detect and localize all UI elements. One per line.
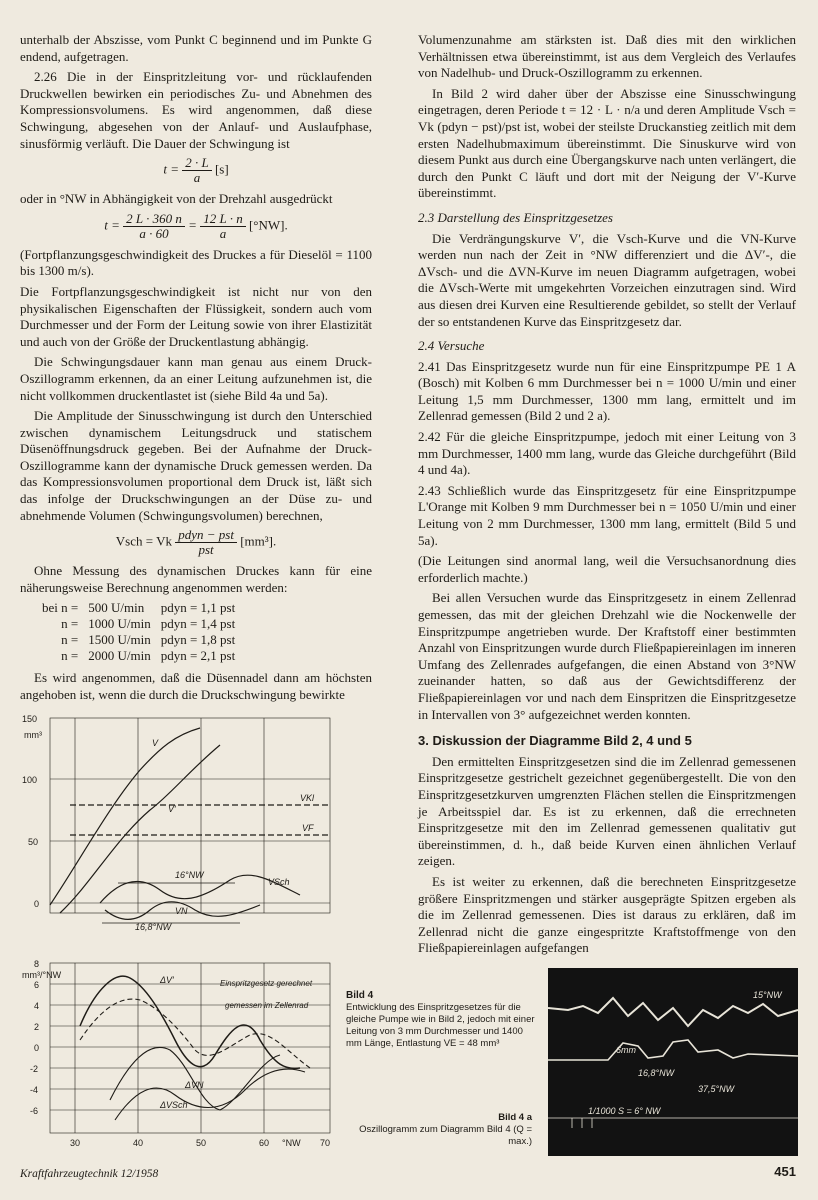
paragraph: 2.41 Das Einspritzgesetz wurde nun für eine Einspritzpumpe PE 1 A (Bosch) mit Kolben 6 mm Durchmesser bei n = 1000 U/min und einer Leitung 1,5 mm Durchmesser, 1300 mm lang, ermittelt und im Zellenrad gemessen (Bild 2 und 2 a). <box>418 358 796 424</box>
curve-label: VN <box>175 906 188 916</box>
osc-label: 1/1000 S = 6° NW <box>588 1106 661 1116</box>
tick-label: 8 <box>34 959 40 969</box>
osc-label: 6mm <box>616 1045 636 1055</box>
formula-vsch: Vsch = Vk $\frac{\text{pdyn − pst}}{\text{pst}}$ [mm³]. <box>115 527 277 558</box>
oscillogram-bild4a <box>548 968 798 1156</box>
osc-label: 37,5°NW <box>698 1084 735 1094</box>
paragraph: Bei allen Versuchen wurde das Einspritzgesetz in einem Zellenrad gemessen, das mit der gleichen Drehzahl wie die Nockenwelle der Einspritzpumpe angetrieben wurde. Der Kraftstoff einer bestimmten Anzahl von Einspritzungen wurde durch Fließpapiereinlagen im inneren Umfang des Zellenrades aufgefangen, die einen Abstand von 3°NW zueinander hatten, so daß aus der Gewichtsdifferenz der Fließpapiereinlagen vor und nach dem Einspritzen die Einspritzgesetze in Intervallen von 3° aufgezeichnet werden konnten. <box>418 590 796 722</box>
paragraph: 2.43 Schließlich wurde das Einspritzgesetz für eine Einspritzpumpe L'Orange mit Kolben 9 mm Durchmesser bei n = 1050 U/min und einer Leitung von 2 mm Durchmesser, 1300 mm lang, ermittelt (Bild 5 und 5a). <box>418 482 796 548</box>
caption-bild4: Bild 4 Entwicklung des Einspritzgesetzes für die gleiche Pumpe wie in Bild 2, jedoch mit einer Leitung von 3 mm Durchmesser und 1400 mm Länge, Entlastung VE = 48 mm³ <box>346 990 535 1049</box>
section-heading: 3. Diskussion der Diagramme Bild 2, 4 und 5 <box>418 733 692 749</box>
tick-label: 40 <box>133 1138 144 1148</box>
paragraph: Volumenzunahme am stärksten ist. Daß dies mit den wirklichen Verhältnissen etwa übereinstimmt, ist aus dem Vergleich des Verlaufes von Nadelhub- und Druck-Oszillogramm zu erkennen. <box>418 32 796 81</box>
paragraph: unterhalb der Abszisse, vom Punkt C beginnend und im Punkte G endend, aufgetragen. <box>20 32 372 64</box>
curve-label: ΔVN <box>185 1080 204 1090</box>
dimension-label: 16,8°NW <box>135 922 172 932</box>
tick-label: 0 <box>34 899 40 909</box>
curve-label: ΔVSch <box>160 1100 188 1110</box>
tick-label: 60 <box>259 1138 270 1148</box>
tick-label: 0 <box>34 1043 40 1053</box>
paragraph: (Die Leitungen sind anormal lang, weil die Versuchsanordnung dies erforderlich machte.) <box>418 553 796 585</box>
footer-journal: Kraftfahrzeugtechnik 12/1958 <box>20 1168 159 1180</box>
figure-bild4 <box>20 710 342 1158</box>
page-number: 451 <box>774 1164 796 1179</box>
left-column <box>20 32 372 708</box>
table-row: bei n = 500 U/min pdyn = 1,1 pst <box>42 600 236 616</box>
paragraph: Es wird angenommen, daß die Düsennadel dann am höchsten angehoben ist, wenn die durch die Druckschwingung bewirkte <box>20 670 372 703</box>
osc-label: 15°NW <box>753 990 782 1000</box>
dimension-label: 16°NW <box>175 870 204 880</box>
tick-label: -6 <box>30 1106 39 1116</box>
paragraph: 2.26 Die in der Einspritzleitung vor- und rücklaufenden Druckwellen bewirken ein periodisches Zu- und Abnehmen des Kompressionsvolumens. Es wird angenommen, daß diese Schwingung, abgesehen von der Anlauf- und Auslaufphase, sinusförmig verläuft. Die Dauer der Schwingung ist <box>20 69 372 151</box>
paragraph: oder in °NW in Abhängigkeit von der Drehzahl ausgedrückt <box>20 191 333 207</box>
tick-label: 6 <box>34 980 40 990</box>
tick-label: °NW <box>282 1138 301 1148</box>
table-row: n = 1500 U/min pdyn = 1,8 pst <box>61 632 236 648</box>
tick-label: -2 <box>30 1064 39 1074</box>
tick-label: 4 <box>34 1001 40 1011</box>
curve-dvsch <box>115 1069 305 1120</box>
paragraph: Die Fortpflanzungsgeschwindigkeit ist nicht nur von den physikalischen Eigenschaften der Flüssigkeit, sondern auch vom Durchmesser und der Form der Leitung sowie von ihrer Elastizität und auch von der Größe der Druckentlastung abhängig. <box>20 283 372 349</box>
curve-label: V′ <box>168 804 176 814</box>
paragraph: Den ermittelten Einspritzgesetzen sind die im Zellenrad gemessenen Einspritzgesetze gestrichelt gezeichnet gegenübergestellt. Die von den Einspritzgesetzkurven umgrenzten Flächen stellen die Einspritzmengen je Arbeitsspiel dar. Es ist zu erkennen, daß die errechneten Einspritzgesetze mit den im Zellenrad gemessenen qualitativ gut übereinstimmen, d. h., daß beide Kurven einen ähnlichen Verlauf zeigen. <box>418 753 796 869</box>
paragraph: Es ist weiter zu erkennen, daß die berechneten Einspritzgesetze größere Einspritzmengen und stärker ausgeprägte Spitzen ergeben als die im Zellenrad gemessenen. Dies ist daraus zu erklären, daß im Zellenrad nicht die ganze eingespritzte Kraftstoffmenge von den Fließpapiereinlagen aufgefangen <box>418 873 796 956</box>
paragraph: In Bild 2 wird daher über der Abszisse eine Sinusschwingung eingetragen, deren Periode t = 12 · L · n/a und deren Amplitude Vsch = Vk (pdyn − pst)/pst ist, wobei der steilste Druckanstieg zeitlich mit dem ersten Nadelhubmaximum übereinstimmt. Die Sinuskurve wird von diesem Punkt aus durch eine Übergangskurve nach unten verlängert, die durch den Punkt C läuft und dort mit der Neigung der V′-Kurve übereinstimmt. <box>418 85 796 201</box>
tick-label: 50 <box>196 1138 207 1148</box>
curve-label: ΔV′ <box>160 975 174 985</box>
pressure-table <box>42 600 245 664</box>
section-heading: 2.3 Darstellung des Einspritzgesetzes <box>418 209 613 225</box>
table-row: n = 2000 U/min pdyn = 2,1 pst <box>61 648 236 664</box>
tick-label: 50 <box>28 837 39 847</box>
tick-label: 70 <box>320 1138 331 1148</box>
tick-label: 2 <box>34 1022 40 1032</box>
paragraph: (Fortpflanzungsgeschwindigkeit des Druckes a für Dieselöl = 1100 bis 1300 m/s). <box>20 246 372 279</box>
right-column <box>418 32 796 961</box>
axis-unit: mm³ <box>24 730 42 740</box>
section-heading: 2.4 Versuche <box>418 338 485 354</box>
curve-label: V <box>152 738 159 748</box>
paragraph: 2.42 Für die gleiche Einspritzpumpe, jedoch mit einer Leitung von 3 mm Durchmesser, 1400 mm lang, wurde das Gleiche durchgeführt (Bild 4 und 4a). <box>418 429 796 478</box>
caption-bild4a: Bild 4 a Oszillogramm zum Diagramm Bild 4 (Q = max.) <box>359 1112 532 1147</box>
paragraph: Die Amplitude der Sinusschwingung ist durch den Unterschied zwischen dynamischem Leitungsdruck und statischem Düsenöffnungsdruck gegeben. Bei der Aufnahme der Druck-Oszillogramme kann der dynamische Druck gemessen werden. Da das Kompressionsvolumen proportional dem Druck ist, läßt sich das infolge der Druckschwingungen an der Düse zu- und abnehmende Volumen (Schwingungsvolumen) berechnen, <box>20 408 372 523</box>
tick-label: 100 <box>22 775 38 785</box>
formula-period-nw: t = $\frac{2 L \cdot 360 n}{a \cdot 60}$ = $\frac{12 L \cdot n}{a}$ [°NW]. <box>104 210 288 241</box>
curve-label: VKl <box>300 793 315 803</box>
curve-einspritzgesetz-gerechnet <box>80 976 300 1068</box>
tick-label: 150 <box>22 714 38 724</box>
osc-label: 16,8°NW <box>638 1068 675 1078</box>
tick-label: 30 <box>70 1138 81 1148</box>
table-row: n = 1000 U/min pdyn = 1,4 pst <box>61 616 236 632</box>
curve-label: VSch <box>268 877 290 887</box>
curve-label: VF <box>302 823 314 833</box>
curve-dvn <box>110 1047 280 1110</box>
paragraph: Die Schwingungsdauer kann man genau aus einem Druck-Oszillogramm erkennen, da an einer Leitung aufzunehmen ist, die nicht vollkommen druckentlastet ist (siehe Bild 4a und 5a). <box>20 354 372 403</box>
paragraph: Die Verdrängungskurve V′, die Vsch-Kurve und die VN-Kurve werden nun nach der Zeit in °NW differenziert und die ΔV′-, die ΔVsch- und die ΔVN-Kurve im neuen Diagramm aufgetragen, wobei die ΔVsch-Werte mit umgekehrten Vorzeichen einzutragen sind. Wird aus diesen drei Kurven eine Resultierende gebildet, so stellt der Verlauf der so entstandenen Kurve das Einspritzgesetz dar. <box>418 230 796 329</box>
formula-period: t = $\frac{2 \cdot L}{a}$ [s] <box>163 155 229 186</box>
axis-unit: mm³/°NW <box>22 970 62 980</box>
curve-label: gemessen im Zellenrad <box>225 1001 309 1010</box>
paragraph: Ohne Messung des dynamischen Druckes kann für eine näherungsweise Berechnung angenommen werden: <box>20 563 372 595</box>
tick-label: -4 <box>30 1085 39 1095</box>
curve-label: Einspritzgesetz gerechnet <box>220 979 313 988</box>
